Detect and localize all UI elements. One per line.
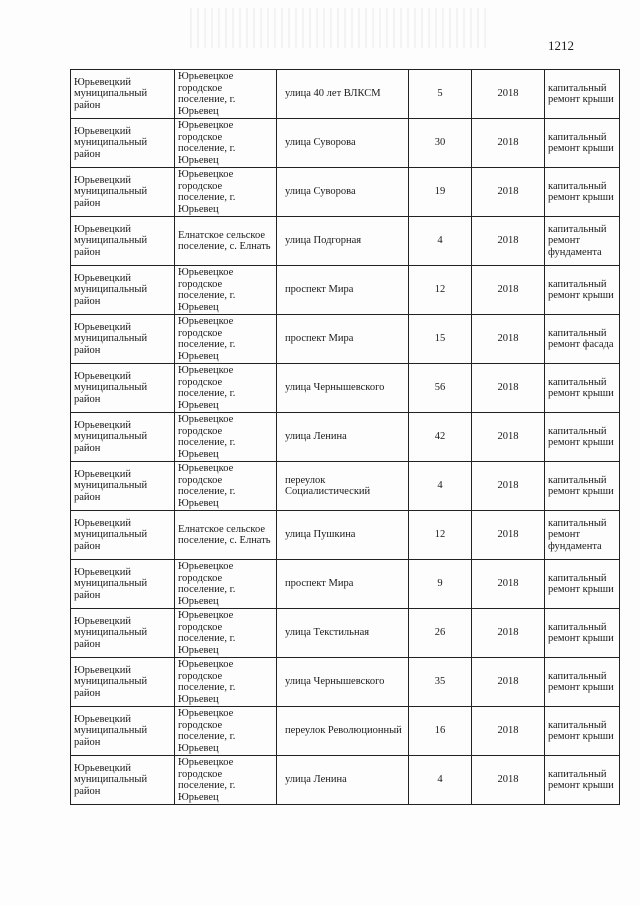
year-cell: 2018 (472, 511, 545, 560)
settlement-cell: Юрьевецкое городское поселение, г. Юрьевец (175, 315, 277, 364)
house-number-cell: 35 (409, 658, 472, 707)
street-cell: улица 40 лет ВЛКСМ (277, 70, 409, 119)
street-cell: переулок Социалистический (277, 462, 409, 511)
table-row (71, 707, 620, 756)
year-cell: 2018 (472, 658, 545, 707)
year-cell: 2018 (472, 707, 545, 756)
district-cell: Юрьевецкий муниципальный район (71, 119, 175, 168)
work-type-cell: капитальный ремонт крыши (545, 266, 620, 315)
settlement-cell: Юрьевецкое городское поселение, г. Юрьевец (175, 70, 277, 119)
house-number-cell: 42 (409, 413, 472, 462)
settlement-cell: Юрьевецкое городское поселение, г. Юрьевец (175, 707, 277, 756)
year-cell: 2018 (472, 266, 545, 315)
work-type-cell: капитальный ремонт крыши (545, 168, 620, 217)
street-cell: улица Подгорная (277, 217, 409, 266)
settlement-cell: Юрьевецкое городское поселение, г. Юрьевец (175, 658, 277, 707)
house-number-cell: 4 (409, 217, 472, 266)
street-cell: проспект Мира (277, 315, 409, 364)
house-number-cell: 15 (409, 315, 472, 364)
table-row (71, 119, 620, 168)
table-row (71, 217, 620, 266)
table-row (71, 315, 620, 364)
year-cell: 2018 (472, 609, 545, 658)
street-cell: улица Текстильная (277, 609, 409, 658)
year-cell: 2018 (472, 462, 545, 511)
table-row (71, 168, 620, 217)
street-cell: улица Суворова (277, 168, 409, 217)
house-number-cell: 30 (409, 119, 472, 168)
settlement-cell: Юрьевецкое городское поселение, г. Юрьевец (175, 119, 277, 168)
settlement-cell: Юрьевецкое городское поселение, г. Юрьевец (175, 462, 277, 511)
year-cell: 2018 (472, 315, 545, 364)
house-number-cell: 12 (409, 511, 472, 560)
house-number-cell: 19 (409, 168, 472, 217)
table-row (71, 364, 620, 413)
work-type-cell: капитальный ремонт крыши (545, 756, 620, 805)
street-cell: улица Чернышевского (277, 364, 409, 413)
work-type-cell: капитальный ремонт крыши (545, 462, 620, 511)
settlement-cell: Юрьевецкое городское поселение, г. Юрьевец (175, 560, 277, 609)
year-cell: 2018 (472, 560, 545, 609)
table-row (71, 462, 620, 511)
street-cell: проспект Мира (277, 560, 409, 609)
house-number-cell: 56 (409, 364, 472, 413)
street-cell: улица Пушкина (277, 511, 409, 560)
settlement-cell: Юрьевецкое городское поселение, г. Юрьевец (175, 413, 277, 462)
table-row (71, 609, 620, 658)
district-cell: Юрьевецкий муниципальный район (71, 609, 175, 658)
street-cell: переулок Революционный (277, 707, 409, 756)
house-number-cell: 9 (409, 560, 472, 609)
street-cell: улица Чернышевского (277, 658, 409, 707)
district-cell: Юрьевецкий муниципальный район (71, 511, 175, 560)
year-cell: 2018 (472, 756, 545, 805)
table-row (71, 70, 620, 119)
year-cell: 2018 (472, 217, 545, 266)
settlement-cell: Елнатское сельское поселение, с. Елнать (175, 511, 277, 560)
district-cell: Юрьевецкий муниципальный район (71, 756, 175, 805)
table-row (71, 266, 620, 315)
house-number-cell: 4 (409, 462, 472, 511)
table-row (71, 560, 620, 609)
house-number-cell: 4 (409, 756, 472, 805)
year-cell: 2018 (472, 119, 545, 168)
table-row (71, 658, 620, 707)
settlement-cell: Юрьевецкое городское поселение, г. Юрьевец (175, 364, 277, 413)
house-number-cell: 12 (409, 266, 472, 315)
table-row (71, 413, 620, 462)
street-cell: улица Ленина (277, 756, 409, 805)
table-row (71, 511, 620, 560)
house-number-cell: 26 (409, 609, 472, 658)
district-cell: Юрьевецкий муниципальный район (71, 707, 175, 756)
page-number: 1212 (548, 38, 574, 53)
district-cell: Юрьевецкий муниципальный район (71, 658, 175, 707)
settlement-cell: Юрьевецкое городское поселение, г. Юрьевец (175, 266, 277, 315)
table-row (71, 756, 620, 805)
settlement-cell: Юрьевецкое городское поселение, г. Юрьевец (175, 168, 277, 217)
work-type-cell: капитальный ремонт крыши (545, 119, 620, 168)
scan-noise (190, 8, 490, 48)
district-cell: Юрьевецкий муниципальный район (71, 266, 175, 315)
year-cell: 2018 (472, 70, 545, 119)
work-type-cell: капитальный ремонт фундамента (545, 511, 620, 560)
year-cell: 2018 (472, 364, 545, 413)
street-cell: проспект Мира (277, 266, 409, 315)
district-cell: Юрьевецкий муниципальный район (71, 315, 175, 364)
settlement-cell: Юрьевецкое городское поселение, г. Юрьевец (175, 756, 277, 805)
work-type-cell: капитальный ремонт крыши (545, 707, 620, 756)
house-number-cell: 16 (409, 707, 472, 756)
district-cell: Юрьевецкий муниципальный район (71, 364, 175, 413)
street-cell: улица Суворова (277, 119, 409, 168)
work-type-cell: капитальный ремонт крыши (545, 413, 620, 462)
settlement-cell: Юрьевецкое городское поселение, г. Юрьевец (175, 609, 277, 658)
work-type-cell: капитальный ремонт крыши (545, 364, 620, 413)
work-type-cell: капитальный ремонт крыши (545, 609, 620, 658)
house-number-cell: 5 (409, 70, 472, 119)
repair-table (70, 69, 620, 805)
district-cell: Юрьевецкий муниципальный район (71, 217, 175, 266)
work-type-cell: капитальный ремонт крыши (545, 560, 620, 609)
work-type-cell: капитальный ремонт фундамента (545, 217, 620, 266)
district-cell: Юрьевецкий муниципальный район (71, 560, 175, 609)
work-type-cell: капитальный ремонт фасада (545, 315, 620, 364)
district-cell: Юрьевецкий муниципальный район (71, 462, 175, 511)
settlement-cell: Елнатское сельское поселение, с. Елнать (175, 217, 277, 266)
work-type-cell: капитальный ремонт крыши (545, 658, 620, 707)
street-cell: улица Ленина (277, 413, 409, 462)
district-cell: Юрьевецкий муниципальный район (71, 413, 175, 462)
year-cell: 2018 (472, 168, 545, 217)
work-type-cell: капитальный ремонт крыши (545, 70, 620, 119)
district-cell: Юрьевецкий муниципальный район (71, 70, 175, 119)
year-cell: 2018 (472, 413, 545, 462)
district-cell: Юрьевецкий муниципальный район (71, 168, 175, 217)
